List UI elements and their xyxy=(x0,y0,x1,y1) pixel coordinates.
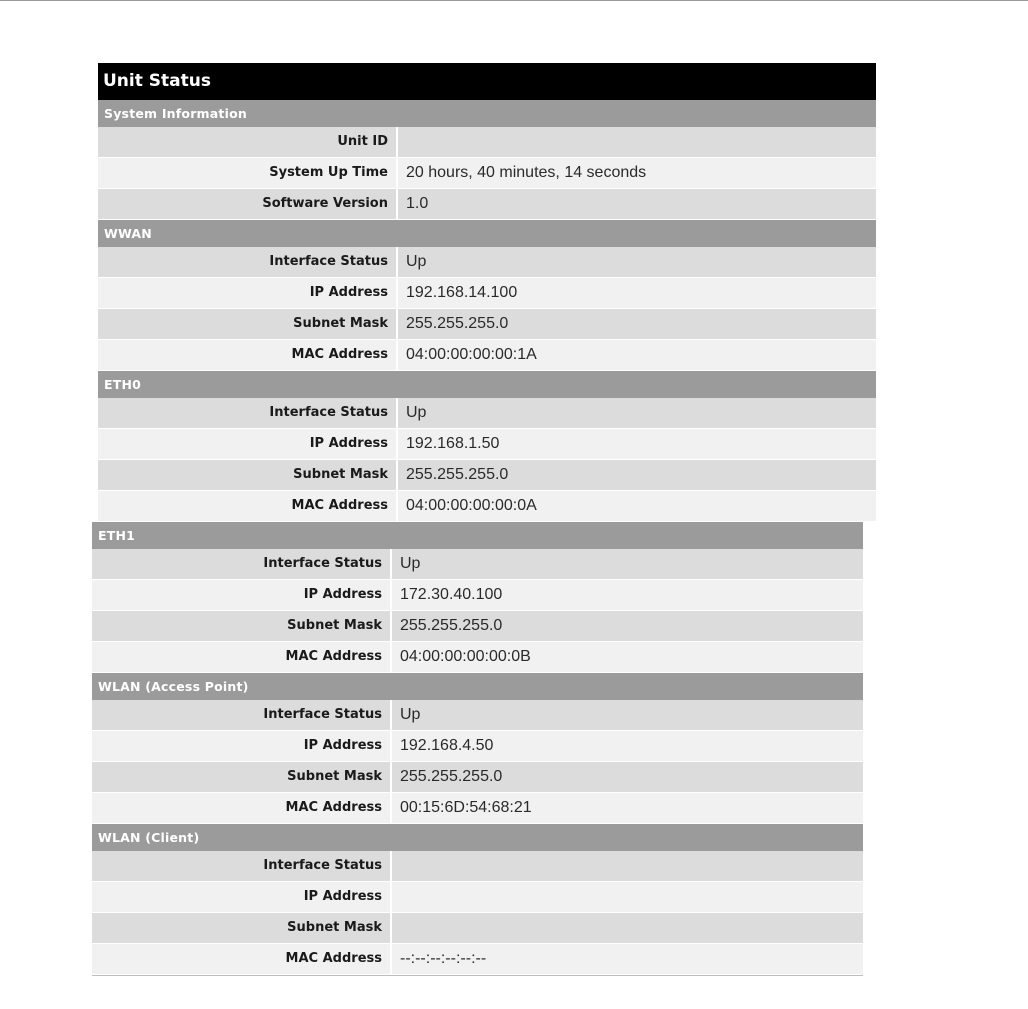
row-value: Up xyxy=(406,253,427,270)
status-row xyxy=(92,611,863,642)
status-row xyxy=(98,398,876,429)
row-value: 255.255.255.0 xyxy=(400,617,503,634)
row-label: Subnet Mask xyxy=(92,762,392,792)
status-row xyxy=(92,580,863,611)
section-header: WWAN xyxy=(98,220,876,247)
row-label: Subnet Mask xyxy=(92,611,392,641)
row-label: IP Address xyxy=(92,580,392,610)
unit-status-panel xyxy=(98,63,876,976)
section-wlan-client xyxy=(92,824,863,976)
section-eth1 xyxy=(92,522,863,673)
table-bottom-divider xyxy=(92,975,863,976)
status-row xyxy=(98,127,876,158)
row-value: 20 hours, 40 minutes, 14 seconds xyxy=(406,164,647,181)
status-row xyxy=(98,189,876,220)
row-label: Software Version xyxy=(98,189,398,219)
row-value: 04:00:00:00:00:1A xyxy=(406,346,537,363)
row-value: 00:15:6D:54:68:21 xyxy=(400,799,532,816)
row-label: Interface Status xyxy=(98,247,398,277)
row-label: IP Address xyxy=(98,429,398,459)
status-row xyxy=(92,913,863,944)
row-value xyxy=(392,882,863,912)
row-value: 04:00:00:00:00:0A xyxy=(406,497,537,514)
status-row xyxy=(92,944,863,975)
row-value: 04:00:00:00:00:0B xyxy=(400,648,531,665)
row-value xyxy=(392,851,863,881)
section-wwan xyxy=(98,220,876,371)
status-row xyxy=(92,851,863,882)
row-value: 192.168.1.50 xyxy=(406,435,500,452)
row-label: Interface Status xyxy=(92,851,392,881)
row-label: Subnet Mask xyxy=(98,460,398,490)
status-row xyxy=(98,247,876,278)
row-label: MAC Address xyxy=(98,491,398,521)
row-value: 192.168.4.50 xyxy=(400,737,494,754)
row-label: Interface Status xyxy=(98,398,398,428)
status-row xyxy=(92,549,863,580)
section-eth0 xyxy=(98,371,876,522)
row-label: Interface Status xyxy=(92,549,392,579)
section-header: System Information xyxy=(98,100,876,127)
status-row xyxy=(98,278,876,309)
status-row xyxy=(92,700,863,731)
top-divider xyxy=(0,0,1028,1)
section-header: ETH1 xyxy=(92,522,863,549)
row-label: Subnet Mask xyxy=(98,309,398,339)
row-value: --:--:--:--:--:-- xyxy=(400,950,487,967)
status-row xyxy=(98,460,876,491)
row-label: IP Address xyxy=(92,882,392,912)
section-wlan-access-point xyxy=(92,673,863,824)
status-row xyxy=(92,642,863,673)
row-label: Interface Status xyxy=(92,700,392,730)
row-label: MAC Address xyxy=(92,793,392,823)
row-label: MAC Address xyxy=(92,944,392,974)
row-value xyxy=(398,127,876,157)
row-value: 255.255.255.0 xyxy=(400,768,503,785)
row-label: System Up Time xyxy=(98,158,398,188)
status-row xyxy=(98,491,876,522)
status-row xyxy=(92,882,863,913)
row-label: IP Address xyxy=(92,731,392,761)
row-label: Unit ID xyxy=(98,127,398,157)
status-row xyxy=(98,429,876,460)
row-label: MAC Address xyxy=(92,642,392,672)
row-label: Subnet Mask xyxy=(92,913,392,943)
section-header: WLAN (Access Point) xyxy=(92,673,863,700)
section-header: WLAN (Client) xyxy=(92,824,863,851)
status-row xyxy=(92,731,863,762)
section-system-information xyxy=(98,100,876,220)
row-value: Up xyxy=(400,706,421,723)
row-value: Up xyxy=(400,555,421,572)
row-label: IP Address xyxy=(98,278,398,308)
status-row xyxy=(98,340,876,371)
row-value: 192.168.14.100 xyxy=(406,284,518,301)
row-value: 255.255.255.0 xyxy=(406,466,509,483)
row-value xyxy=(392,913,863,943)
row-value: 172.30.40.100 xyxy=(400,586,503,603)
status-row xyxy=(98,309,876,340)
panel-title: Unit Status xyxy=(98,63,876,100)
status-row xyxy=(92,762,863,793)
status-row xyxy=(98,158,876,189)
row-value: 1.0 xyxy=(406,195,429,212)
status-row xyxy=(92,793,863,824)
row-value: 255.255.255.0 xyxy=(406,315,509,332)
row-value: Up xyxy=(406,404,427,421)
section-header: ETH0 xyxy=(98,371,876,398)
row-label: MAC Address xyxy=(98,340,398,370)
